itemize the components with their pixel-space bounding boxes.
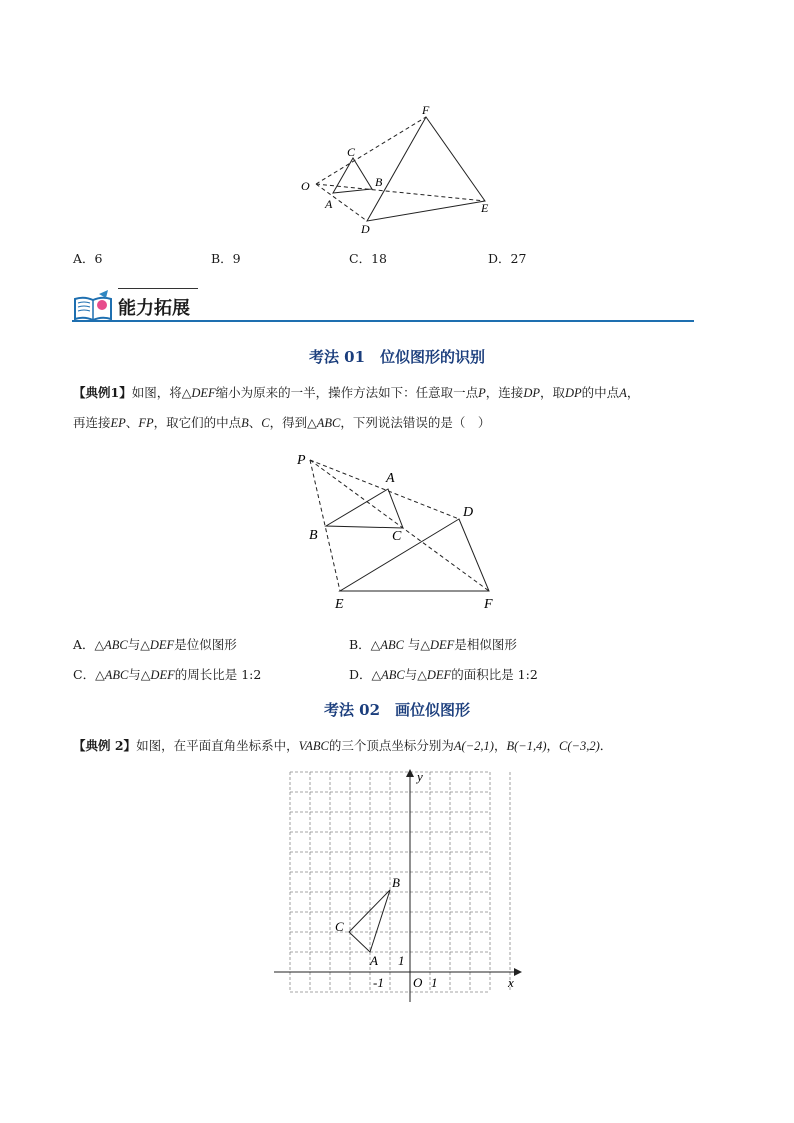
fig2-label-E: E xyxy=(335,597,344,612)
text: 的周长比是 1:2 xyxy=(174,667,262,682)
text: B(−1,4) xyxy=(506,739,547,753)
example2-tag: 【典例 2】 xyxy=(73,738,137,753)
text: ABC xyxy=(104,638,128,652)
text: ，连接 xyxy=(485,385,524,400)
text: ， xyxy=(546,738,560,753)
text: ，下列说法错误的是（ ） xyxy=(340,415,491,430)
text: 的面积比是 1:2 xyxy=(451,667,538,682)
text: 的中点 xyxy=(581,385,620,400)
ex1-option-a xyxy=(73,635,237,653)
origin-label: O xyxy=(413,975,423,990)
q0-option-a: A．6 xyxy=(73,251,103,266)
text: C(−3,2) xyxy=(559,739,600,753)
text: A(−2,1) xyxy=(453,739,494,753)
fig2-label-C: C xyxy=(392,529,402,544)
text: ABC xyxy=(380,638,404,652)
text: A．△ xyxy=(73,637,105,652)
text: A xyxy=(619,386,627,400)
text: 缩小为原来的一半，操作方法如下：任意取一点 xyxy=(215,385,479,400)
fig1-label-D: D xyxy=(361,222,370,236)
fig1-label-C: C xyxy=(347,145,356,159)
text: 、 xyxy=(248,415,262,430)
point-label-A: A xyxy=(370,953,378,968)
open-book-icon xyxy=(72,289,114,323)
text: 如图，在平面直角坐标系中， xyxy=(136,738,299,753)
text: DP xyxy=(565,386,582,400)
text: FP xyxy=(138,416,154,430)
section-underline xyxy=(72,320,694,322)
text: ， xyxy=(493,738,507,753)
text: DEF xyxy=(150,668,175,682)
y-axis-label: y xyxy=(417,769,423,784)
text: ，取 xyxy=(539,385,565,400)
fig2-label-P: P xyxy=(297,453,306,468)
q0-option-c: C．18 xyxy=(349,251,387,266)
text: DEF xyxy=(191,386,216,400)
text: 再连接 xyxy=(73,415,111,430)
fig2-label-F: F xyxy=(484,597,493,612)
coordinate-grid xyxy=(270,765,525,1005)
fig1-label-F: F xyxy=(422,103,430,117)
text: 与△ xyxy=(403,637,431,652)
q0-option-d: D．27 xyxy=(488,251,527,266)
fig1-label-O: O xyxy=(301,179,310,193)
example1-line2 xyxy=(73,409,733,437)
q0-option-b: B．9 xyxy=(211,251,241,266)
fig2-label-D: D xyxy=(463,505,474,520)
section-title: 能力拓展 xyxy=(118,298,190,319)
text: ，得到△ xyxy=(269,415,317,430)
text: DP xyxy=(523,386,540,400)
text: DEF xyxy=(149,638,175,652)
text: 与△ xyxy=(128,667,151,682)
text: ． xyxy=(599,738,613,753)
fig1-label-B: B xyxy=(375,175,383,189)
tick-y1: 1 xyxy=(398,953,405,968)
tick-pos1: 1 xyxy=(431,975,438,990)
text: C．△ xyxy=(73,667,105,682)
text: B xyxy=(241,416,249,430)
ex1-option-d xyxy=(349,665,538,683)
example1-tag: 【典例1】 xyxy=(73,385,132,400)
text: DEF xyxy=(426,668,452,682)
homothety-figure-1 xyxy=(295,100,505,240)
section-top-rule xyxy=(118,288,198,289)
text: B．△ xyxy=(349,637,381,652)
text: 如图，将△ xyxy=(131,385,192,400)
text: ABC xyxy=(381,668,405,682)
homothety-figure-2 xyxy=(290,448,510,618)
ex1-option-b xyxy=(349,635,517,653)
text: ABC xyxy=(104,668,129,682)
fig1-label-A: A xyxy=(325,197,333,211)
text: ，取它们的中点 xyxy=(153,415,242,430)
text: 与△ xyxy=(404,667,427,682)
text: 是相似图形 xyxy=(454,637,517,652)
ex1-option-c xyxy=(73,665,261,683)
tick-neg1: -1 xyxy=(373,975,384,990)
text: C xyxy=(261,416,270,430)
text: ， xyxy=(626,385,640,400)
text: 的三个顶点坐标分别为 xyxy=(328,738,454,753)
x-axis-label: x xyxy=(508,975,514,990)
topic2-title: 考法 02 画位似图形 xyxy=(323,701,471,719)
point-label-B: B xyxy=(392,875,400,890)
text: P xyxy=(478,386,486,400)
fig2-label-B: B xyxy=(309,528,318,543)
text: D．△ xyxy=(349,667,382,682)
point-label-C: C xyxy=(335,919,344,934)
text: 与△ xyxy=(127,637,150,652)
fig2-label-A: A xyxy=(386,471,395,486)
text: EP xyxy=(110,416,126,430)
text: DEF xyxy=(430,638,455,652)
text: VABC xyxy=(298,739,329,753)
topic1-title: 考法 01 位似图形的识别 xyxy=(308,348,486,366)
example1-line1 xyxy=(73,379,733,407)
text: 是位似图形 xyxy=(174,637,237,652)
text: 、 xyxy=(125,415,139,430)
example2-line xyxy=(73,732,733,760)
text: ABC xyxy=(316,416,341,430)
fig1-label-E: E xyxy=(481,201,489,215)
